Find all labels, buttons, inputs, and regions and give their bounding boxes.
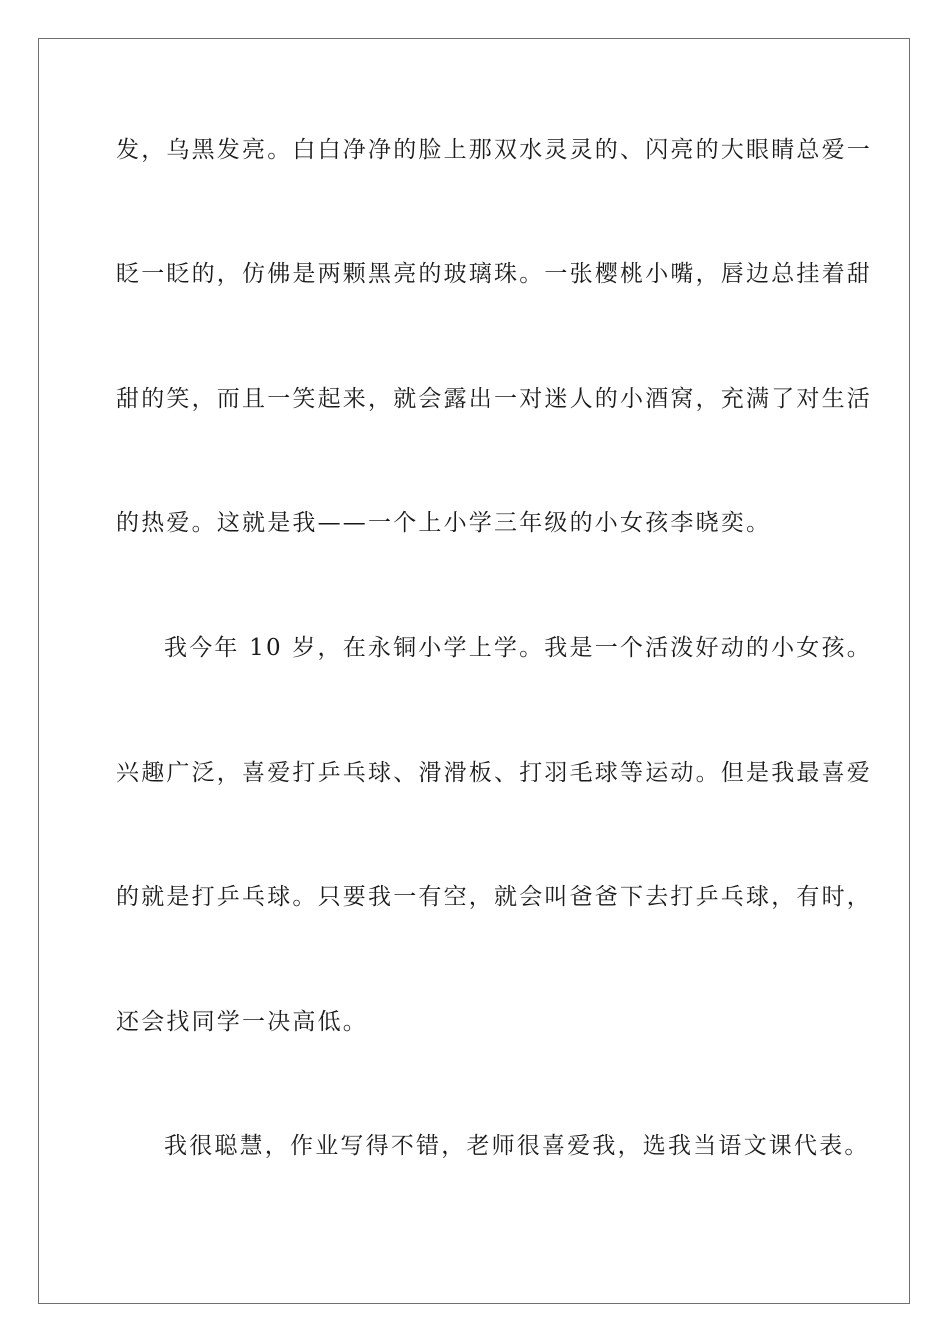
text-line-4: 的热爱。这就是我——一个上小学三年级的小女孩李晓奕。: [116, 510, 772, 536]
text-line-6: 兴趣广泛，喜爱打乒乓球、滑滑板、打羽毛球等运动。但是我最喜爱: [116, 760, 872, 786]
text-line-9: 我很聪慧，作业写得不错，老师很喜爱我，选我当语文课代表。: [164, 1133, 870, 1159]
text-line-1: 发，乌黑发亮。白白净净的脸上那双水灵灵的、闪亮的大眼睛总爱一: [116, 137, 872, 163]
text-line-8: 还会找同学一决高低。: [116, 1009, 368, 1035]
page-border: [38, 38, 910, 1304]
text-line-3: 甜的笑，而且一笑起来，就会露出一对迷人的小酒窝，充满了对生活: [116, 386, 872, 412]
text-line-2: 眨一眨的，仿佛是两颗黑亮的玻璃珠。一张樱桃小嘴，唇边总挂着甜: [116, 261, 872, 287]
text-line-7: 的就是打乒乓球。只要我一有空，就会叫爸爸下去打乒乓球，有时，: [116, 884, 872, 910]
text-line-5: 我今年 10 岁，在永铜小学上学。我是一个活泼好动的小女孩。: [164, 635, 872, 661]
